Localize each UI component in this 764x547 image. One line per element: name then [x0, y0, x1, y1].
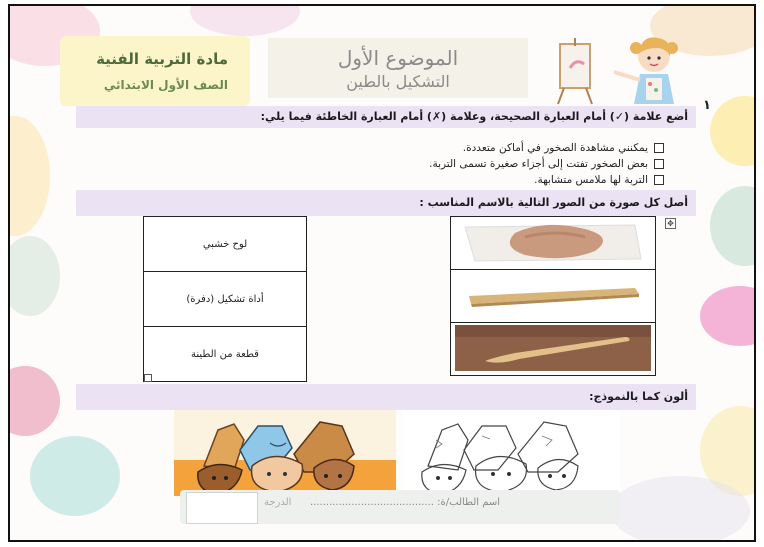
statement-row: [534, 174, 664, 186]
colored-example-image: [174, 410, 396, 496]
grade-box[interactable]: [186, 492, 258, 524]
section3-instruction: ألون كما بالنموذج:: [76, 384, 696, 410]
picture-cell[interactable]: [451, 270, 656, 323]
decorative-blob: [700, 286, 756, 346]
decorative-blob: [710, 186, 756, 266]
statement-text: بعض الصخور تفتت إلى أجزاء صغيرة تسمى التربة.: [429, 158, 648, 170]
question-number: ١: [703, 98, 711, 113]
decorative-blob: [710, 96, 756, 166]
subject-title: مادة التربية الفنية: [96, 50, 228, 68]
statement-row: [429, 158, 664, 170]
decorative-blob: [8, 236, 60, 316]
answer-checkbox[interactable]: [654, 159, 664, 169]
decorative-blob: [610, 476, 750, 542]
picture-cell[interactable]: [451, 323, 656, 376]
answer-checkbox[interactable]: [654, 175, 664, 185]
decorative-blob: [30, 436, 120, 516]
pictures-table: [450, 216, 656, 376]
wooden-board-image: [455, 272, 651, 318]
decorative-blob: [190, 4, 300, 36]
statement-row: [463, 142, 664, 154]
label-cell[interactable]: أداة تشكيل (دفرة): [144, 272, 307, 327]
outline-coloring-image: [402, 410, 620, 496]
label-cell[interactable]: قطعة من الطينة: [144, 327, 307, 382]
subject-header-box: [60, 36, 250, 106]
label-cell[interactable]: لوح خشبي: [144, 217, 307, 272]
lesson-title: التشكيل بالطين: [346, 72, 450, 91]
section2-instruction: أصل كل صورة من الصور التالية بالاسم المناسب :: [76, 190, 696, 216]
grade-title: الصف الأول الابتدائي: [103, 78, 228, 92]
labels-table: [143, 216, 307, 382]
move-handle-icon[interactable]: ✥: [665, 218, 676, 229]
topic-title: الموضوع الأول: [337, 46, 459, 70]
shaping-tool-image: [455, 325, 651, 371]
statement-text: التربة لها ملامس متشابهة.: [534, 174, 648, 186]
worksheet-page: [8, 4, 756, 542]
section1-instruction: أضع علامة (✓) أمام العبارة الصحيحة، وعلامة (✗) أمام العبارة الخاطئة فيما يلي:: [76, 106, 696, 128]
answer-checkbox[interactable]: [654, 143, 664, 153]
picture-cell[interactable]: [451, 217, 656, 270]
student-name-field[interactable]: اسم الطالب/ة: .......................................: [310, 497, 501, 508]
clay-piece-image: [455, 219, 651, 265]
topic-header-box: [268, 38, 528, 98]
decorative-blob: [8, 366, 60, 436]
girl-painter-illustration: [554, 34, 714, 106]
resize-handle[interactable]: [144, 374, 152, 382]
decorative-blob: [8, 116, 50, 236]
statement-text: يمكنني مشاهدة الصخور في أماكن متعددة.: [462, 142, 648, 154]
grade-label: الدرجة: [264, 497, 292, 508]
